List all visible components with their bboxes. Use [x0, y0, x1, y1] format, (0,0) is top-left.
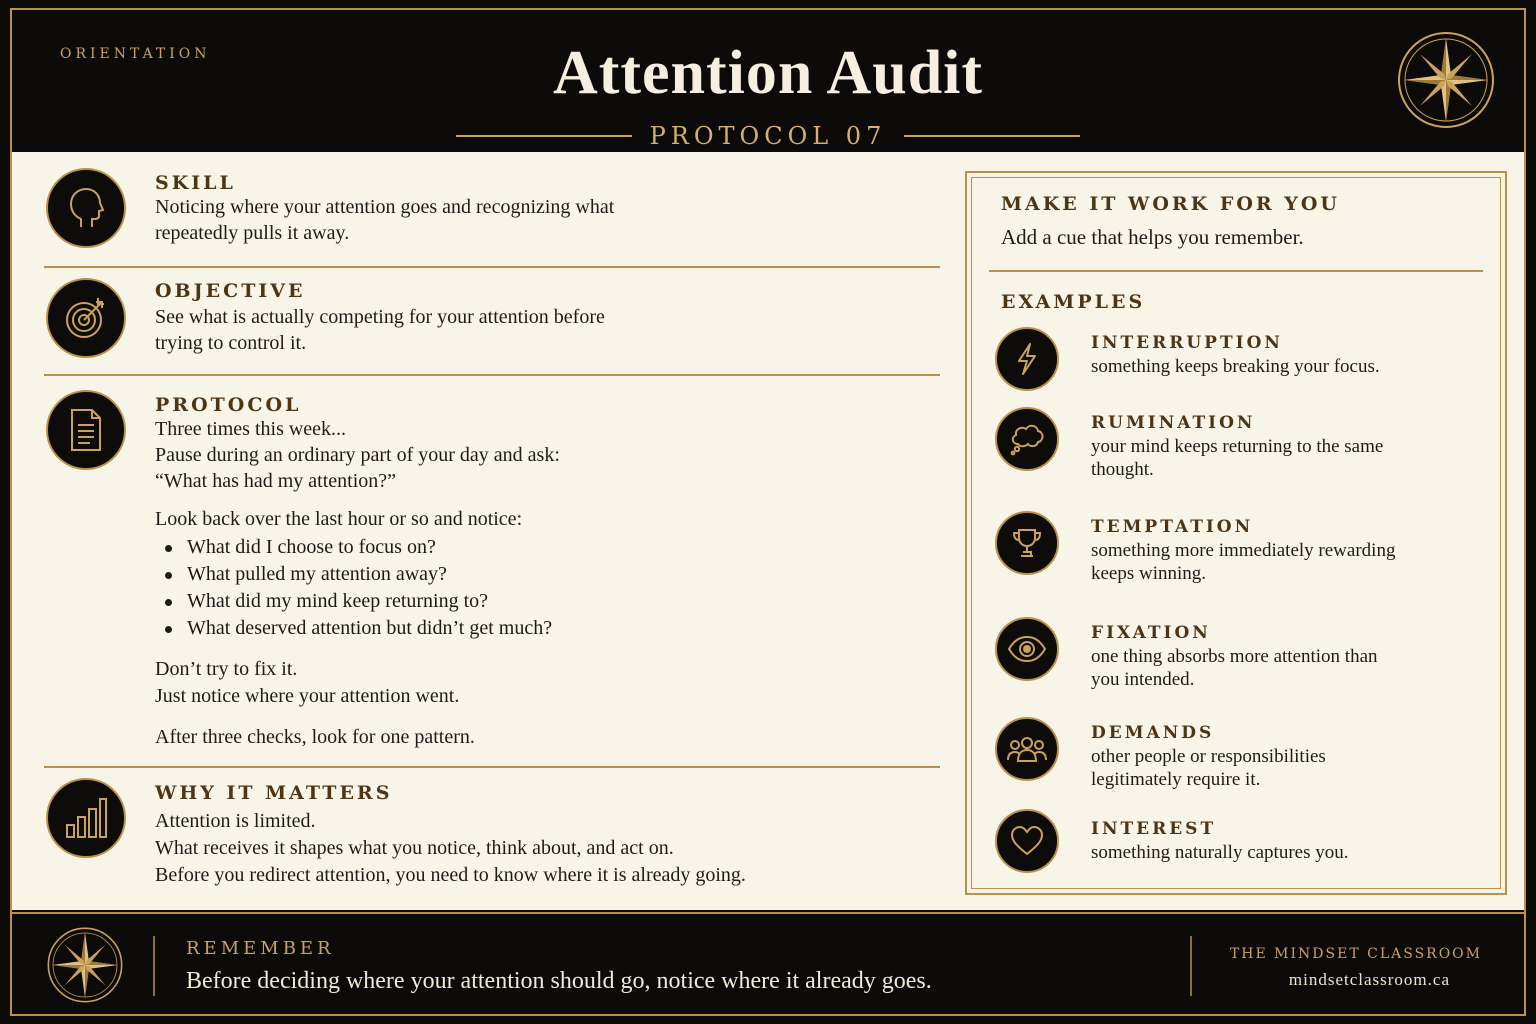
section-divider: [44, 766, 940, 768]
footer: [12, 912, 1524, 1014]
example-line: other people or responsibilities: [1091, 746, 1326, 767]
main-panel: [12, 152, 1524, 910]
list-item: What deserved attention but didn’t get much?: [155, 615, 940, 642]
example-line: one thing absorbs more attention than: [1091, 646, 1378, 667]
header: [12, 10, 1524, 150]
why-line: Attention is limited.: [155, 810, 316, 832]
compass-rose-icon: [1396, 30, 1496, 130]
page-subtitle: PROTOCOL 07: [649, 122, 887, 150]
example-line: something more immediately rewarding: [1091, 540, 1396, 561]
heart-icon: [995, 809, 1059, 873]
example-title: TEMPTATION: [1091, 517, 1254, 537]
skill-heading: SKILL: [155, 172, 236, 194]
list-item: What did my mind keep returning to?: [155, 588, 940, 615]
list-item: What pulled my attention away?: [155, 561, 940, 588]
example-text: [1091, 645, 1481, 691]
document-icon: [46, 390, 126, 470]
example-title: DEMANDS: [1091, 723, 1215, 743]
why-text: [155, 808, 940, 889]
target-icon: [46, 278, 126, 358]
objective-section: [44, 278, 940, 372]
panel-divider: [989, 270, 1483, 272]
page-title: Attention Audit: [552, 39, 984, 107]
bar-chart-icon: [46, 778, 126, 858]
brand-url[interactable]: mindsetclassroom.ca: [1288, 970, 1450, 989]
make-it-work-text: Add a cue that helps you remember.: [1001, 225, 1304, 249]
example-text: [1091, 841, 1481, 864]
objective-text: [155, 304, 940, 356]
protocol-closing-line: Don’t try to fix it.: [155, 658, 298, 680]
example-title: INTEREST: [1091, 819, 1217, 839]
subtitle-row: [12, 122, 1524, 150]
protocol-heading: PROTOCOL: [155, 394, 302, 416]
skill-text: [155, 194, 940, 246]
list-item: What did I choose to focus on?: [155, 534, 940, 561]
footer-separator: [1190, 936, 1192, 996]
why-line: Before you redirect attention, you need to know where it is already going.: [155, 864, 746, 886]
why-section: [44, 778, 940, 894]
thought-bubble-icon: [995, 407, 1059, 471]
example-line: something keeps breaking your focus.: [1091, 356, 1380, 377]
protocol-closing-line: Just notice where your attention went.: [155, 685, 460, 707]
remember-text: Before deciding where your attention should go, notice where it already goes.: [186, 968, 932, 994]
people-icon: [995, 717, 1059, 781]
protocol-final: After three checks, look for one pattern.: [155, 726, 475, 748]
protocol-intro: [155, 416, 940, 494]
protocol-closing: [155, 656, 940, 710]
skill-line: repeatedly pulls it away.: [155, 222, 350, 244]
why-line: What receives it shapes what you notice, think about, and act on.: [155, 837, 674, 859]
brand-name: THE MINDSET CLASSROOM: [1229, 946, 1482, 962]
example-line: something naturally captures you.: [1091, 842, 1349, 863]
example-text: [1091, 745, 1481, 791]
trophy-icon: [995, 511, 1059, 575]
protocol-bullet-list: [155, 534, 940, 642]
example-text: [1091, 355, 1481, 378]
example-line: legitimately require it.: [1091, 769, 1261, 790]
example-line: thought.: [1091, 459, 1154, 480]
objective-line: trying to control it.: [155, 332, 307, 354]
protocol-intro-line: “What has had my attention?”: [155, 470, 397, 492]
remember-heading: REMEMBER: [186, 938, 335, 959]
orientation-label: ORIENTATION: [60, 46, 211, 62]
protocol-intro-line: Three times this week...: [155, 418, 347, 440]
example-line: keeps winning.: [1091, 563, 1207, 584]
example-title: FIXATION: [1091, 623, 1211, 643]
example-line: you intended.: [1091, 669, 1195, 690]
make-it-work-heading: MAKE IT WORK FOR YOU: [1001, 193, 1340, 215]
footer-separator: [153, 936, 155, 996]
section-divider: [44, 266, 940, 268]
lightning-icon: [995, 327, 1059, 391]
example-line: your mind keeps returning to the same: [1091, 436, 1384, 457]
skill-line: Noticing where your attention goes and recognizing what: [155, 196, 615, 218]
eye-icon: [995, 617, 1059, 681]
head-profile-icon: [46, 168, 126, 248]
section-divider: [44, 374, 940, 376]
example-title: RUMINATION: [1091, 413, 1256, 433]
why-heading: WHY IT MATTERS: [155, 782, 393, 804]
subtitle-rule-right: [904, 135, 1080, 137]
example-text: [1091, 539, 1481, 585]
objective-heading: OBJECTIVE: [155, 280, 306, 302]
examples-heading: EXAMPLES: [1001, 291, 1146, 313]
example-title: INTERRUPTION: [1091, 333, 1283, 353]
compass-rose-icon: [46, 926, 124, 1004]
subtitle-rule-left: [456, 135, 632, 137]
protocol-lookback: Look back over the last hour or so and notice:: [155, 508, 523, 530]
protocol-section: [44, 390, 940, 762]
skill-section: [44, 168, 940, 264]
make-it-work-panel: [965, 171, 1507, 895]
example-text: [1091, 435, 1481, 481]
protocol-intro-line: Pause during an ordinary part of your day and ask:: [155, 444, 560, 466]
objective-line: See what is actually competing for your attention before: [155, 306, 605, 328]
